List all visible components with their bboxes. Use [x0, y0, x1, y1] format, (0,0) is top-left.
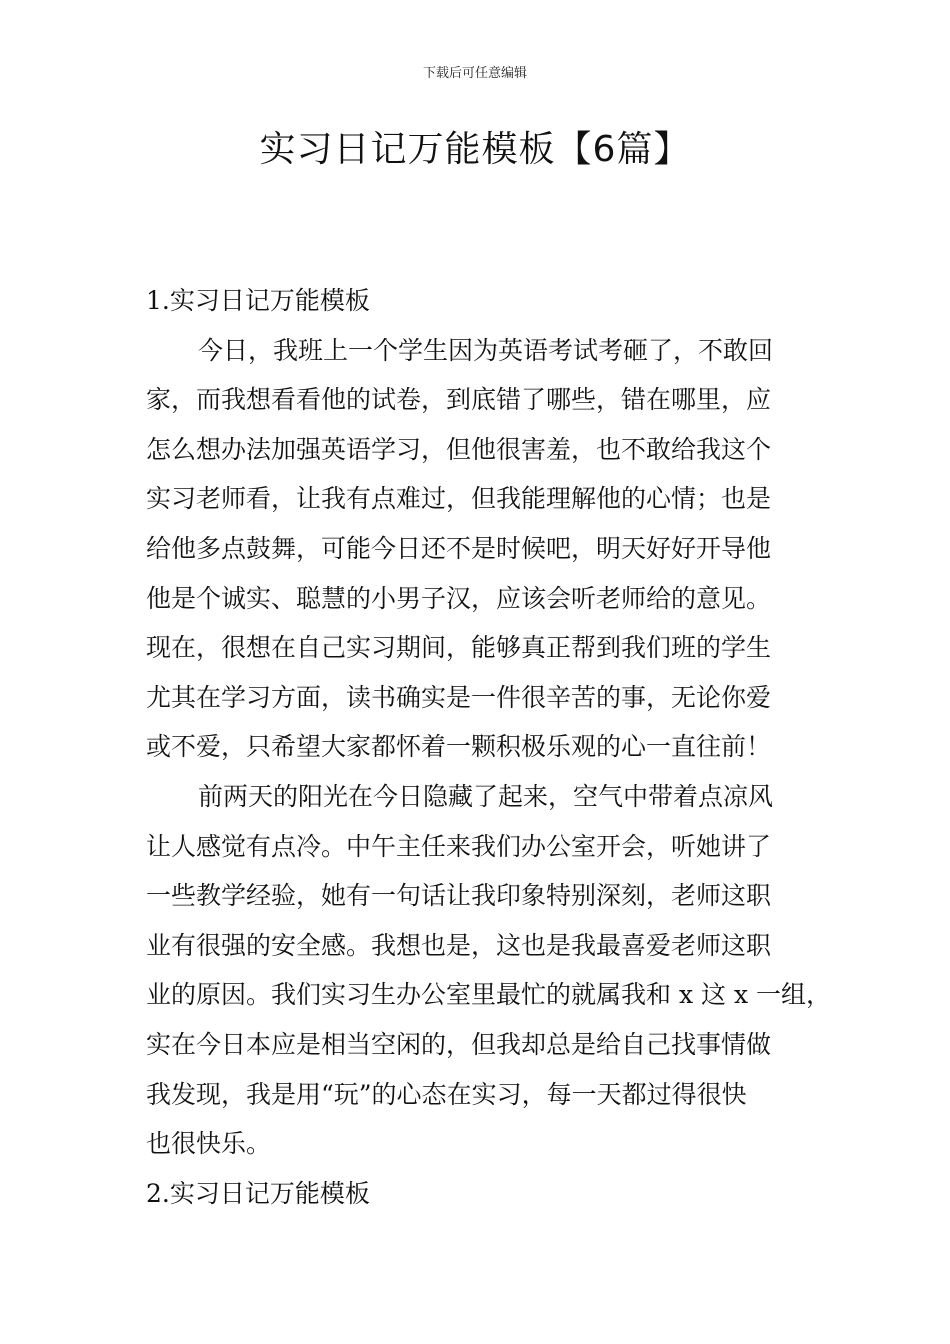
section-heading-1: 1.实习日记万能模板 — [146, 286, 370, 315]
paragraph-line: 业有很强的安全感。我想也是，这也是我最喜爱老师这职 — [146, 930, 772, 960]
paragraph-line: 他是个诚实、聪慧的小男子汉，应该会听老师给的意见。 — [146, 583, 772, 613]
paragraph-line: 现在，很想在自己实习期间，能够真正帮到我们班的学生 — [146, 633, 772, 663]
paragraph-line: 实在今日本应是相当空闲的，但我却总是给自己找事情做 — [146, 1029, 772, 1059]
paragraph-line: 怎么想办法加强英语学习，但他很害羞，也不敢给我这个 — [146, 434, 772, 464]
paragraph-line: 我发现，我是用“玩”的心态在实习，每一天都过得很快 — [146, 1079, 747, 1109]
paragraph-line: 也很快乐。 — [146, 1129, 272, 1159]
paragraph-line: 让人感觉有点冷。中午主任来我们办公室开会，听她讲了 — [146, 831, 772, 861]
paragraph-line: 给他多点鼓舞，可能今日还不是时候吧，明天好好开导他 — [146, 533, 772, 563]
section-heading-2: 2.实习日记万能模板 — [146, 1178, 370, 1208]
document-body — [146, 276, 831, 1218]
header-note: 下载后可任意编辑 — [422, 66, 527, 81]
document-title: 实习日记万能模板【6篇】 — [259, 129, 691, 170]
paragraph-line: 今日，我班上一个学生因为英语考试考砸了，不敢回 — [198, 335, 774, 365]
paragraph-line: 尤其在学习方面，读书确实是一件很辛苦的事，无论你爱 — [146, 682, 772, 712]
paragraph-line: 实习老师看，让我有点难过，但我能理解他的心情；也是 — [146, 484, 772, 514]
paragraph-line: 家，而我想看看他的试卷，到底错了哪些，错在哪里，应 — [146, 385, 772, 415]
paragraph-line: 一些教学经验，她有一句话让我印象特别深刻，老师这职 — [146, 881, 772, 911]
paragraph-line: 业的原因。我们实习生办公室里最忙的就属我和 x 这 x 一组， — [146, 980, 831, 1010]
paragraph-line: 前两天的阳光在今日隐藏了起来，空气中带着点凉风 — [198, 781, 774, 811]
paragraph-line: 或不爱，只希望大家都怀着一颗积极乐观的心一直往前！ — [146, 732, 772, 762]
